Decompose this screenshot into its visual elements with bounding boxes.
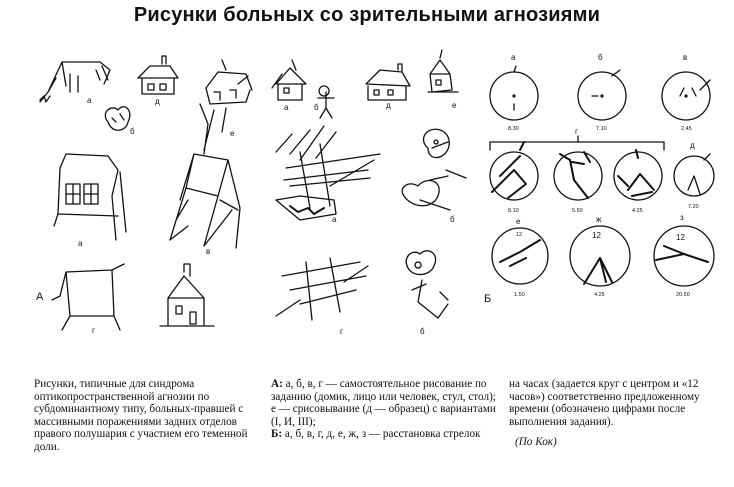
drawing-house-a4 — [272, 60, 306, 100]
caption-a-text: а, б, в, г — самостоятельное рисование по заданию (домик, лицо или человек, стул, стол); — [271, 378, 496, 403]
time-clock-a: 8.30 — [508, 126, 519, 132]
time-clock-d: 7.20 — [688, 204, 699, 210]
time-clock-z: 20.50 — [676, 292, 690, 298]
label-a-copy-a: а — [332, 215, 337, 224]
time-clock-zh: 4.25 — [594, 292, 605, 298]
drawing-house-d1 — [138, 56, 178, 94]
clock-d — [674, 154, 714, 196]
caption-left — [34, 378, 264, 454]
label-clock-g: г — [575, 127, 578, 136]
caption-left-text: Рисунки, типичные для синдрома оптикопространственной агнозии по субдоминантному типу, больных-правшей с массивными поражениями задних отделов правого полушария с участием его теменной доли. — [34, 378, 248, 453]
label-a-copy-b: б — [450, 215, 455, 224]
drawing-person-b2 — [318, 86, 334, 118]
caption-middle-a — [271, 378, 497, 403]
label-a-bot-g: г — [92, 326, 95, 335]
clock-z — [654, 226, 714, 286]
caption-b-text: а, б, в, г, д, е, ж, з — расстановка стрелок — [282, 428, 481, 441]
panel-a-label: А — [36, 291, 44, 303]
caption-middle-b — [271, 428, 497, 441]
clock-a — [490, 66, 538, 120]
caption-middle-e: е — срисовывание (д — образец) с вариантами (I, И, III); — [271, 403, 496, 428]
panel-b-label: Б — [484, 293, 492, 305]
clock-g3 — [614, 150, 662, 200]
panel-a-drawings — [36, 50, 466, 336]
label-a-copy-b2: б — [420, 327, 425, 336]
label-clock-z: з — [680, 213, 684, 222]
label-clock-a: а — [511, 53, 516, 62]
label-a-top-d: д — [155, 97, 160, 106]
time-clock-g3: 4.25 — [632, 208, 643, 214]
label-clock-zh: ж — [596, 215, 602, 224]
drawing-face-b1 — [105, 107, 130, 130]
drawing-house-d2 — [366, 64, 410, 100]
drawing-copy-b2 — [406, 251, 448, 318]
time-clock-g1: 8.10 — [508, 208, 519, 214]
clock-e — [492, 228, 548, 284]
label-clock-e: е — [516, 217, 521, 226]
time-clock-g2: 5.50 — [572, 208, 583, 214]
clock-g1 — [490, 142, 538, 200]
drawing-chair-v1 — [170, 154, 240, 248]
drawing-house-a1 — [40, 62, 110, 102]
clock-g2 — [554, 152, 602, 200]
caption-b-label: Б: — [271, 428, 283, 441]
drawing-copy-g — [276, 258, 368, 320]
time-clock-e: 1.50 — [514, 292, 525, 298]
bracket-g — [490, 136, 664, 150]
caption-a-label: А: — [271, 378, 283, 390]
label-a-mid-a: а — [78, 239, 83, 248]
drawing-house-e1 — [200, 60, 252, 154]
label-a-row-a: а — [284, 103, 289, 112]
clock-v — [662, 72, 710, 120]
label-clock-v: в — [683, 53, 688, 62]
drawing-table-g1 — [52, 264, 124, 330]
label-clock-b: б — [598, 53, 603, 62]
label-clock-d: д — [690, 141, 695, 150]
label-a-copy-g: г — [340, 327, 343, 336]
label-a-top-e: е — [230, 129, 235, 138]
digit-clock-e: 12 — [516, 232, 523, 238]
label-a-row-b: б — [314, 103, 319, 112]
drawing-house-e2 — [428, 50, 458, 92]
digit-clock-z: 12 — [676, 233, 685, 242]
label-a-top-a: а — [87, 96, 92, 105]
label-a-mid-v: в — [206, 247, 211, 256]
label-a-row-e: е — [452, 101, 457, 110]
time-clock-b: 7.10 — [596, 126, 607, 132]
drawing-house-a2 — [54, 154, 126, 240]
drawing-house-a3 — [160, 264, 214, 326]
caption-right — [509, 378, 721, 449]
digit-clock-zh: 12 — [592, 231, 601, 240]
clock-b — [578, 70, 626, 120]
caption-credit: (По Кок) — [515, 436, 557, 449]
caption-middle — [271, 378, 497, 441]
label-a-row-d: д — [386, 101, 391, 110]
caption-right-text: на часах (задается круг с центром и «12 часов») соответственно предложенному времени (обозначено цифрами после выполнения задания). — [509, 378, 700, 428]
drawing-copy-a — [276, 126, 380, 220]
time-clock-v: 2.45 — [681, 126, 692, 132]
drawing-copy-b-face — [402, 129, 466, 210]
panel-b-clocks — [484, 53, 714, 305]
label-a-top-b: б — [130, 127, 135, 136]
clock-zh — [570, 226, 630, 286]
page-title: Рисунки больных со зрительными агнозиями — [133, 4, 601, 26]
